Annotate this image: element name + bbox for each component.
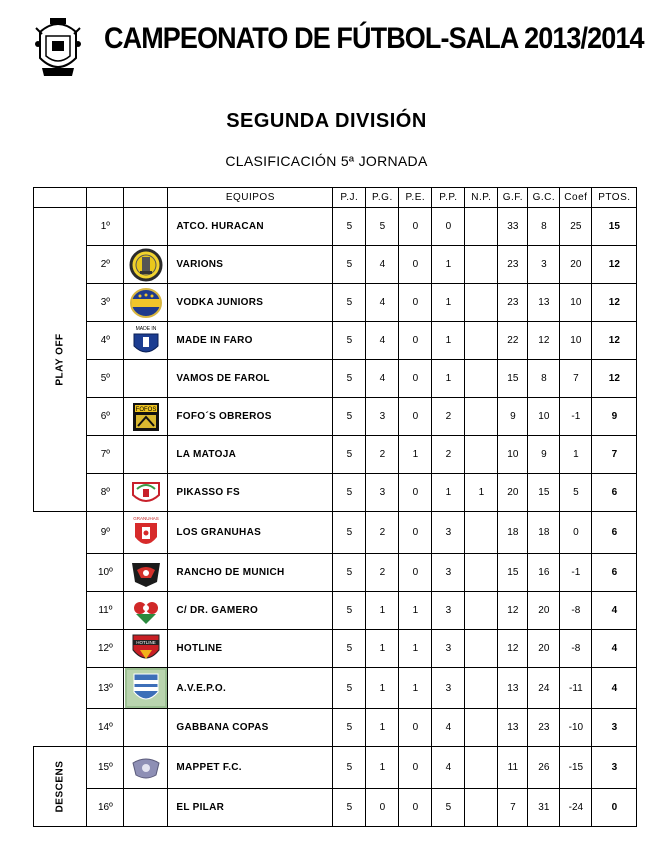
draws-cell: 1 bbox=[399, 436, 432, 474]
goals-for-cell: 33 bbox=[498, 208, 528, 246]
not-played-cell: 1 bbox=[465, 474, 498, 512]
team-logo-cell bbox=[124, 554, 168, 592]
wins-cell: 2 bbox=[366, 554, 399, 592]
games-played-cell: 5 bbox=[333, 789, 366, 827]
games-played-cell: 5 bbox=[333, 554, 366, 592]
table-row bbox=[34, 630, 637, 668]
wins-cell: 3 bbox=[366, 398, 399, 436]
losses-cell: 3 bbox=[432, 554, 465, 592]
goals-against-cell: 24 bbox=[528, 668, 560, 709]
goal-difference-cell: -24 bbox=[560, 789, 592, 827]
team-logo-cell bbox=[124, 360, 168, 398]
draws-cell: 0 bbox=[399, 208, 432, 246]
not-played-cell bbox=[465, 208, 498, 246]
los-granuhas-crest-icon bbox=[131, 515, 161, 551]
wins-cell: 2 bbox=[366, 436, 399, 474]
table-row bbox=[34, 592, 637, 630]
draws-cell: 0 bbox=[399, 554, 432, 592]
games-played-cell: 5 bbox=[333, 322, 366, 360]
wins-cell: 4 bbox=[366, 322, 399, 360]
draws-cell: 0 bbox=[399, 709, 432, 747]
team-logo-cell bbox=[124, 208, 168, 246]
table-row bbox=[34, 322, 637, 360]
hotline-crest-icon bbox=[130, 632, 162, 666]
goals-for-cell: 13 bbox=[498, 668, 528, 709]
losses-cell: 2 bbox=[432, 398, 465, 436]
dr-gamero-crest-icon bbox=[131, 596, 161, 626]
games-played-cell: 5 bbox=[333, 208, 366, 246]
losses-cell: 3 bbox=[432, 630, 465, 668]
points-cell: 4 bbox=[592, 668, 637, 709]
table-row bbox=[34, 474, 637, 512]
position-cell: 16º bbox=[87, 789, 124, 827]
not-played-cell bbox=[465, 512, 498, 554]
goal-difference-cell: 10 bbox=[560, 284, 592, 322]
goal-difference-cell: -1 bbox=[560, 554, 592, 592]
losses-cell: 4 bbox=[432, 747, 465, 789]
wins-cell: 1 bbox=[366, 668, 399, 709]
goals-against-cell: 9 bbox=[528, 436, 560, 474]
not-played-cell bbox=[465, 630, 498, 668]
games-played-cell: 5 bbox=[333, 474, 366, 512]
goals-for-cell: 18 bbox=[498, 512, 528, 554]
team-logo-cell bbox=[124, 512, 168, 554]
games-played-cell: 5 bbox=[333, 668, 366, 709]
team-logo-cell bbox=[124, 709, 168, 747]
svg-text:MADE IN: MADE IN bbox=[135, 325, 157, 332]
team-name-cell: C/ DR. GAMERO bbox=[168, 592, 333, 630]
mid-zone-blank bbox=[34, 512, 87, 747]
made-in-faro-crest-icon bbox=[131, 324, 161, 358]
wins-cell: 1 bbox=[366, 630, 399, 668]
goal-difference-cell: 20 bbox=[560, 246, 592, 284]
losses-cell: 1 bbox=[432, 322, 465, 360]
not-played-cell bbox=[465, 592, 498, 630]
losses-cell: 2 bbox=[432, 436, 465, 474]
team-name-cell: LOS GRANUHAS bbox=[168, 512, 333, 554]
draws-cell: 0 bbox=[399, 474, 432, 512]
fofos-crest-icon bbox=[131, 401, 161, 433]
team-logo-cell bbox=[124, 789, 168, 827]
not-played-cell bbox=[465, 322, 498, 360]
team-name-cell: PIKASSO FS bbox=[168, 474, 333, 512]
goals-for-cell: 13 bbox=[498, 709, 528, 747]
draws-cell: 1 bbox=[399, 668, 432, 709]
goal-difference-cell: 5 bbox=[560, 474, 592, 512]
gc-header: G.C. bbox=[528, 188, 560, 208]
pp-header: P.P. bbox=[432, 188, 465, 208]
games-played-cell: 5 bbox=[333, 630, 366, 668]
svg-text:HOTLINE: HOTLINE bbox=[136, 639, 156, 645]
not-played-cell bbox=[465, 709, 498, 747]
goals-against-cell: 13 bbox=[528, 284, 560, 322]
goals-against-cell: 10 bbox=[528, 398, 560, 436]
goals-for-cell: 12 bbox=[498, 630, 528, 668]
games-played-cell: 5 bbox=[333, 360, 366, 398]
goals-for-cell: 12 bbox=[498, 592, 528, 630]
games-played-cell: 5 bbox=[333, 436, 366, 474]
losses-cell: 0 bbox=[432, 208, 465, 246]
header-row bbox=[34, 188, 637, 208]
not-played-cell bbox=[465, 554, 498, 592]
losses-cell: 1 bbox=[432, 246, 465, 284]
descent-zone-label bbox=[34, 747, 87, 827]
goals-for-cell: 22 bbox=[498, 322, 528, 360]
games-played-cell: 5 bbox=[333, 709, 366, 747]
goals-against-cell: 20 bbox=[528, 592, 560, 630]
division-heading: SEGUNDA DIVISIÓN bbox=[226, 110, 427, 132]
goals-for-cell: 23 bbox=[498, 246, 528, 284]
standings-subtitle: CLASIFICACIÓN 5ª JORNADA bbox=[225, 153, 428, 169]
pj-header: P.J. bbox=[333, 188, 366, 208]
team-name-cell: RANCHO DE MUNICH bbox=[168, 554, 333, 592]
not-played-cell bbox=[465, 398, 498, 436]
points-cell: 3 bbox=[592, 709, 637, 747]
goal-difference-cell: 1 bbox=[560, 436, 592, 474]
position-cell: 11º bbox=[87, 592, 124, 630]
wins-cell: 4 bbox=[366, 246, 399, 284]
losses-cell: 3 bbox=[432, 592, 465, 630]
team-logo-cell bbox=[124, 747, 168, 789]
team-name-cell: FOFO´S OBREROS bbox=[168, 398, 333, 436]
draws-cell: 0 bbox=[399, 360, 432, 398]
position-cell: 13º bbox=[87, 668, 124, 709]
team-name-cell: VODKA JUNIORS bbox=[168, 284, 333, 322]
goal-difference-cell: 10 bbox=[560, 322, 592, 360]
goal-difference-cell: -8 bbox=[560, 630, 592, 668]
draws-cell: 0 bbox=[399, 246, 432, 284]
table-row bbox=[34, 789, 637, 827]
table-row bbox=[34, 360, 637, 398]
avepo-crest-icon bbox=[125, 668, 167, 708]
losses-cell: 1 bbox=[432, 360, 465, 398]
rancho-crest-icon bbox=[129, 558, 163, 588]
team-name-cell: A.V.E.P.O. bbox=[168, 668, 333, 709]
points-cell: 4 bbox=[592, 592, 637, 630]
team-name-cell: MAPPET F.C. bbox=[168, 747, 333, 789]
goal-difference-cell: -10 bbox=[560, 709, 592, 747]
games-played-cell: 5 bbox=[333, 512, 366, 554]
goals-against-cell: 12 bbox=[528, 322, 560, 360]
goal-difference-cell: -15 bbox=[560, 747, 592, 789]
standings-table bbox=[33, 187, 637, 827]
team-logo-cell bbox=[124, 436, 168, 474]
team-logo-cell bbox=[124, 474, 168, 512]
draws-cell: 0 bbox=[399, 284, 432, 322]
svg-text:GRANUHAS: GRANUHAS bbox=[133, 515, 159, 521]
points-cell: 7 bbox=[592, 436, 637, 474]
losses-cell: 5 bbox=[432, 789, 465, 827]
position-cell: 8º bbox=[87, 474, 124, 512]
points-cell: 12 bbox=[592, 322, 637, 360]
goals-for-cell: 7 bbox=[498, 789, 528, 827]
wins-cell: 1 bbox=[366, 709, 399, 747]
losses-cell: 1 bbox=[432, 284, 465, 322]
pikasso-crest-icon bbox=[129, 479, 163, 507]
points-cell: 12 bbox=[592, 246, 637, 284]
goals-against-cell: 3 bbox=[528, 246, 560, 284]
goals-against-cell: 31 bbox=[528, 789, 560, 827]
goals-for-cell: 15 bbox=[498, 360, 528, 398]
points-cell: 9 bbox=[592, 398, 637, 436]
position-cell: 2º bbox=[87, 246, 124, 284]
position-header bbox=[87, 188, 124, 208]
points-cell: 6 bbox=[592, 474, 637, 512]
losses-cell: 3 bbox=[432, 668, 465, 709]
table-row bbox=[34, 436, 637, 474]
table-row bbox=[34, 246, 637, 284]
team-logo-cell bbox=[124, 246, 168, 284]
position-cell: 15º bbox=[87, 747, 124, 789]
team-logo-cell bbox=[124, 668, 168, 709]
coef-header: Coef bbox=[560, 188, 592, 208]
draws-cell: 0 bbox=[399, 512, 432, 554]
goals-for-cell: 15 bbox=[498, 554, 528, 592]
position-cell: 6º bbox=[87, 398, 124, 436]
points-cell: 6 bbox=[592, 554, 637, 592]
goal-difference-cell: -1 bbox=[560, 398, 592, 436]
goals-against-cell: 26 bbox=[528, 747, 560, 789]
pg-header: P.G. bbox=[366, 188, 399, 208]
position-cell: 7º bbox=[87, 436, 124, 474]
team-name-cell: VARIONS bbox=[168, 246, 333, 284]
draws-cell: 0 bbox=[399, 747, 432, 789]
points-cell: 3 bbox=[592, 747, 637, 789]
vodka-juniors-crest-icon bbox=[129, 287, 163, 319]
team-header: EQUIPOS bbox=[168, 188, 333, 208]
team-name-cell: LA MATOJA bbox=[168, 436, 333, 474]
descent-zone-text: DESCENS bbox=[54, 760, 66, 813]
pe-header: P.E. bbox=[399, 188, 432, 208]
goals-against-cell: 8 bbox=[528, 208, 560, 246]
varions-crest-icon bbox=[129, 248, 163, 282]
wins-cell: 1 bbox=[366, 592, 399, 630]
draws-cell: 1 bbox=[399, 630, 432, 668]
draws-cell: 0 bbox=[399, 322, 432, 360]
position-cell: 9º bbox=[87, 512, 124, 554]
wins-cell: 1 bbox=[366, 747, 399, 789]
team-name-cell: ATCO. HURACAN bbox=[168, 208, 333, 246]
svg-text:FOFOS: FOFOS bbox=[135, 406, 157, 413]
team-logo-cell bbox=[124, 322, 168, 360]
points-cell: 4 bbox=[592, 630, 637, 668]
np-header: N.P. bbox=[465, 188, 498, 208]
goals-against-cell: 23 bbox=[528, 709, 560, 747]
goal-difference-cell: -8 bbox=[560, 592, 592, 630]
position-cell: 5º bbox=[87, 360, 124, 398]
goals-for-cell: 9 bbox=[498, 398, 528, 436]
games-played-cell: 5 bbox=[333, 284, 366, 322]
not-played-cell bbox=[465, 436, 498, 474]
not-played-cell bbox=[465, 789, 498, 827]
team-name-cell: EL PILAR bbox=[168, 789, 333, 827]
games-played-cell: 5 bbox=[333, 592, 366, 630]
wins-cell: 3 bbox=[366, 474, 399, 512]
draws-cell: 0 bbox=[399, 398, 432, 436]
position-cell: 14º bbox=[87, 709, 124, 747]
table-row bbox=[34, 668, 637, 709]
wins-cell: 2 bbox=[366, 512, 399, 554]
wins-cell: 4 bbox=[366, 284, 399, 322]
table-row bbox=[34, 208, 637, 246]
games-played-cell: 5 bbox=[333, 246, 366, 284]
logo-header bbox=[124, 188, 168, 208]
points-header: PTOS. bbox=[592, 188, 637, 208]
points-cell: 12 bbox=[592, 360, 637, 398]
points-cell: 12 bbox=[592, 284, 637, 322]
playoff-zone-text: PLAY OFF bbox=[54, 333, 66, 386]
goal-difference-cell: 0 bbox=[560, 512, 592, 554]
points-cell: 15 bbox=[592, 208, 637, 246]
goals-for-cell: 11 bbox=[498, 747, 528, 789]
table-row bbox=[34, 512, 637, 554]
draws-cell: 0 bbox=[399, 789, 432, 827]
goals-for-cell: 20 bbox=[498, 474, 528, 512]
points-cell: 0 bbox=[592, 789, 637, 827]
team-name-cell: GABBANA COPAS bbox=[168, 709, 333, 747]
goals-against-cell: 16 bbox=[528, 554, 560, 592]
position-cell: 3º bbox=[87, 284, 124, 322]
games-played-cell: 5 bbox=[333, 747, 366, 789]
wins-cell: 5 bbox=[366, 208, 399, 246]
team-name-cell: VAMOS DE FAROL bbox=[168, 360, 333, 398]
losses-cell: 3 bbox=[432, 512, 465, 554]
goals-against-cell: 20 bbox=[528, 630, 560, 668]
team-logo-cell bbox=[124, 398, 168, 436]
team-name-cell: HOTLINE bbox=[168, 630, 333, 668]
town-crest-icon bbox=[32, 14, 84, 80]
losses-cell: 4 bbox=[432, 709, 465, 747]
team-logo-cell bbox=[124, 284, 168, 322]
goals-against-cell: 18 bbox=[528, 512, 560, 554]
position-cell: 10º bbox=[87, 554, 124, 592]
goal-difference-cell: -11 bbox=[560, 668, 592, 709]
gf-header: G.F. bbox=[498, 188, 528, 208]
losses-cell: 1 bbox=[432, 474, 465, 512]
draws-cell: 1 bbox=[399, 592, 432, 630]
games-played-cell: 5 bbox=[333, 398, 366, 436]
not-played-cell bbox=[465, 747, 498, 789]
table-row bbox=[34, 554, 637, 592]
mappet-crest-icon bbox=[131, 757, 161, 779]
wins-cell: 4 bbox=[366, 360, 399, 398]
points-cell: 6 bbox=[592, 512, 637, 554]
not-played-cell bbox=[465, 360, 498, 398]
goals-against-cell: 8 bbox=[528, 360, 560, 398]
table-row bbox=[34, 284, 637, 322]
goal-difference-cell: 7 bbox=[560, 360, 592, 398]
not-played-cell bbox=[465, 284, 498, 322]
team-logo-cell bbox=[124, 592, 168, 630]
zone-header bbox=[34, 188, 87, 208]
table-row bbox=[34, 398, 637, 436]
wins-cell: 0 bbox=[366, 789, 399, 827]
table-row bbox=[34, 709, 637, 747]
position-cell: 1º bbox=[87, 208, 124, 246]
position-cell: 4º bbox=[87, 322, 124, 360]
goal-difference-cell: 25 bbox=[560, 208, 592, 246]
goals-against-cell: 15 bbox=[528, 474, 560, 512]
playoff-zone-label bbox=[34, 208, 87, 512]
page-title: CAMPEONATO DE FÚTBOL-SALA 2013/2014 bbox=[104, 22, 644, 55]
not-played-cell bbox=[465, 668, 498, 709]
position-cell: 12º bbox=[87, 630, 124, 668]
table-row bbox=[34, 747, 637, 789]
team-logo-cell bbox=[124, 630, 168, 668]
goals-for-cell: 10 bbox=[498, 436, 528, 474]
not-played-cell bbox=[465, 246, 498, 284]
goals-for-cell: 23 bbox=[498, 284, 528, 322]
team-name-cell: MADE IN FARO bbox=[168, 322, 333, 360]
